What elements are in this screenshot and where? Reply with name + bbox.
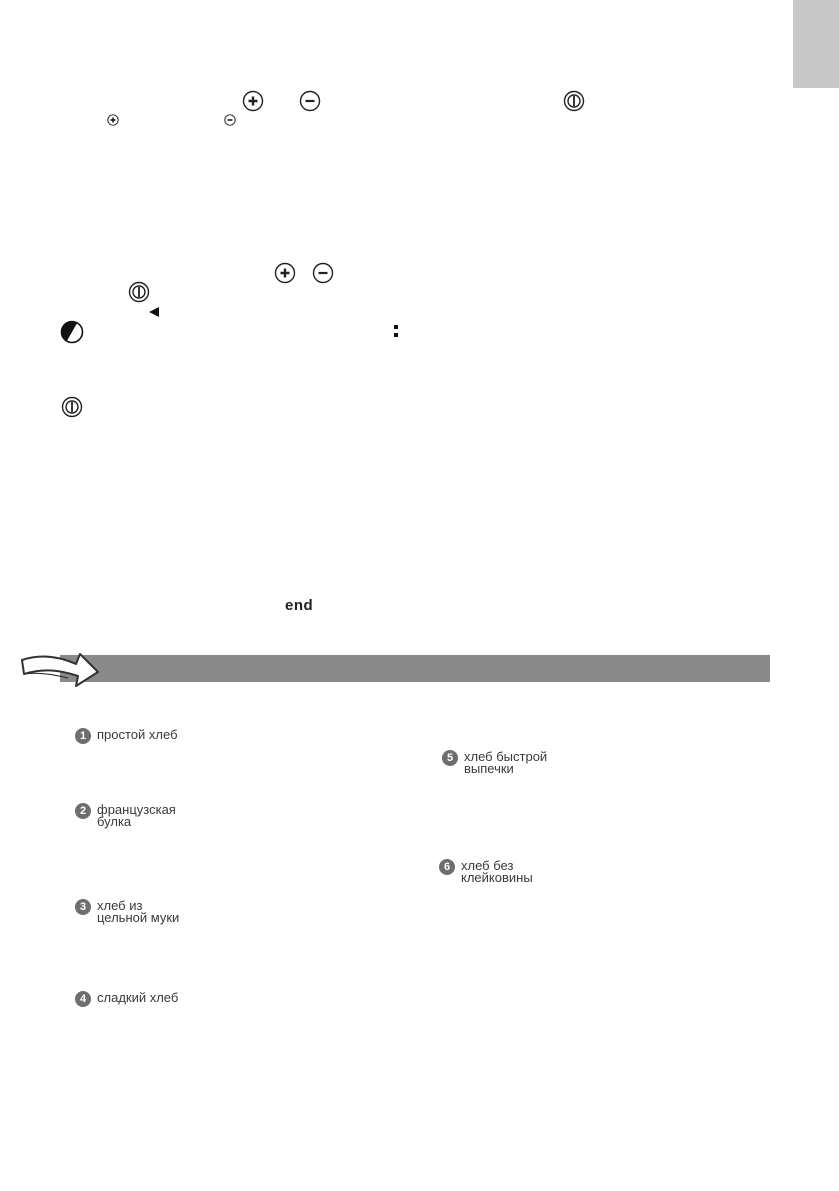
plus-circle-icon <box>107 114 119 126</box>
program-number-badge: 3 <box>75 899 91 915</box>
program-item <box>75 803 176 828</box>
program-number-badge: 1 <box>75 728 91 744</box>
program-label: хлеб без клейковины <box>461 858 533 885</box>
program-label: хлеб быстрой выпечки <box>464 749 548 776</box>
program-label: хлеб из цельной муки <box>97 898 180 925</box>
power-button-icon <box>563 90 585 112</box>
end-display-text: end <box>285 597 314 614</box>
program-label: простой хлеб <box>97 727 178 742</box>
program-label: французская булка <box>97 802 176 829</box>
clock-half-icon <box>60 320 84 344</box>
program-item <box>442 750 547 775</box>
minus-circle-icon <box>299 90 321 112</box>
display-colon-icon <box>393 323 399 339</box>
side-tab <box>793 0 839 88</box>
triangle-left-icon <box>148 306 160 318</box>
section-header-bar <box>60 655 770 682</box>
program-number-badge: 2 <box>75 803 91 819</box>
program-item <box>75 899 179 924</box>
program-number-badge: 4 <box>75 991 91 1007</box>
power-button-icon <box>61 396 83 418</box>
minus-circle-icon <box>224 114 236 126</box>
program-label: сладкий хлеб <box>97 990 179 1005</box>
plus-circle-icon <box>274 262 296 284</box>
power-button-icon <box>128 281 150 303</box>
program-item <box>439 859 533 884</box>
program-item <box>75 728 178 744</box>
program-number-badge: 5 <box>442 750 458 766</box>
section-arrow-icon <box>18 644 100 690</box>
minus-circle-icon <box>312 262 334 284</box>
plus-circle-icon <box>242 90 264 112</box>
program-item <box>75 991 178 1007</box>
program-number-badge: 6 <box>439 859 455 875</box>
